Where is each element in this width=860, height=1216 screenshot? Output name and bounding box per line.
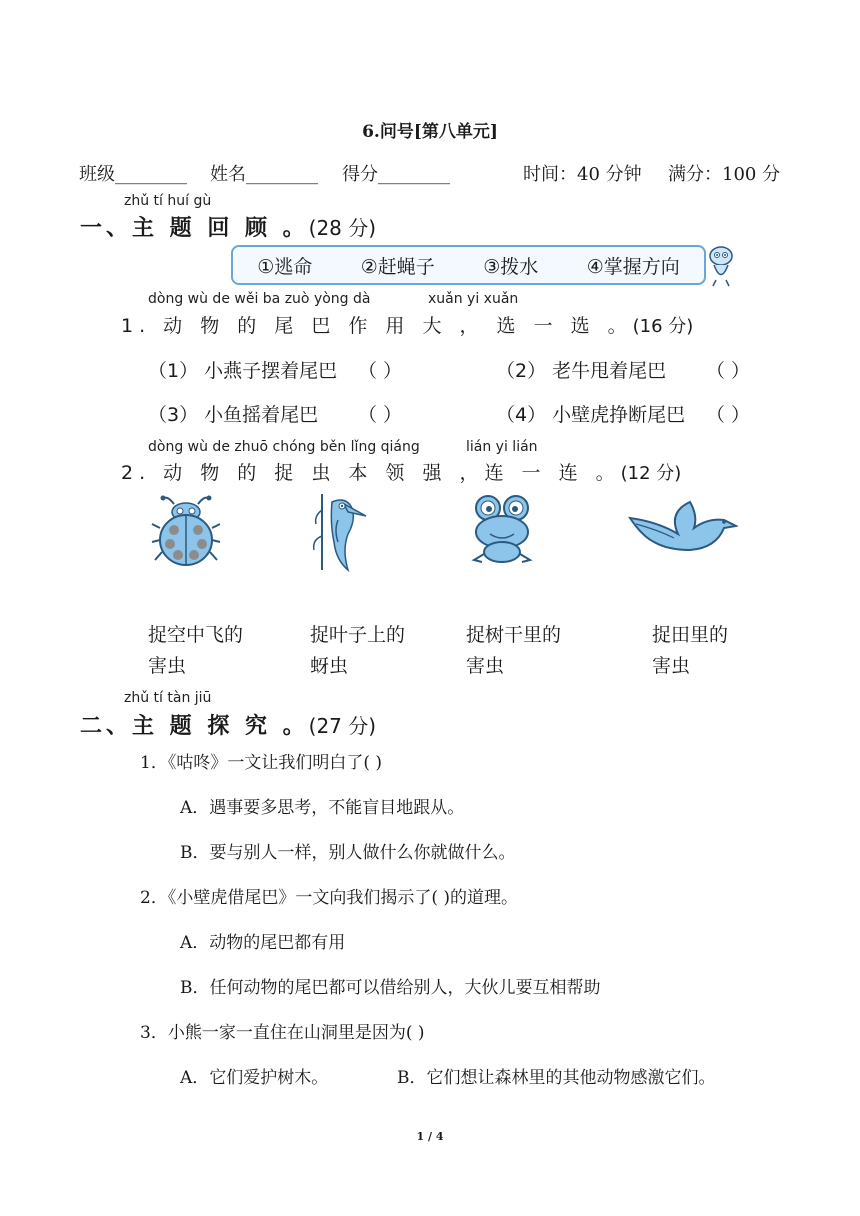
section2-heading-text: 二、主 题 探 究 。 (80, 714, 309, 739)
swallow-icon[interactable] (628, 498, 738, 560)
q1-points: (16 分) (632, 316, 694, 337)
class-field: 班级________ (79, 164, 187, 185)
q1-item-4: （4） 小壁虎挣断尾巴 (496, 404, 686, 426)
question-3-option-a[interactable]: A．它们爱护树木。 (180, 1068, 329, 1088)
question-2-stem: 2．《小壁虎借尾巴》一文向我们揭示了( )的道理。 (140, 888, 518, 908)
question-3-option-b[interactable]: B．它们想让森林里的其他动物感激它们。 (397, 1068, 716, 1088)
ladybug-icon[interactable] (150, 494, 222, 572)
option-1-line2: 害虫 (148, 655, 187, 677)
q2-pinyin: dòng wù de zhuō chóng běn lǐng qiáng (148, 439, 420, 455)
question-1-option-a[interactable]: A．遇事要多思考，不能盲目地跟从。 (180, 798, 465, 818)
q2-heading-text: 2. 动 物 的 捉 虫 本 领 强 ，连 一 连 。 (121, 462, 621, 484)
question-2-option-a[interactable]: A．动物的尾巴都有用 (180, 933, 346, 953)
option-1-line1[interactable]: 捉空中飞的 (148, 624, 244, 646)
section1-heading-text: 一、主 题 回 顾 。 (80, 216, 309, 241)
option-2-line1[interactable]: 捉叶子上的 (310, 624, 406, 646)
q1-item-2: （2） 老牛甩着尾巴 (496, 360, 667, 382)
question-1-stem: 1．《咕咚》一文让我们明白了( ) (140, 753, 382, 773)
name-field: 姓名________ (210, 164, 318, 185)
cartoon-mascot-icon (704, 244, 738, 288)
theme-box (231, 245, 706, 285)
q1-heading-text: 1. 动 物 的 尾 巴 作 用 大 ， 选 一 选 。 (121, 315, 633, 337)
q1-heading (121, 311, 693, 338)
woodpecker-icon[interactable] (308, 490, 368, 574)
q2-pinyin-2: lián yi lián (466, 439, 538, 455)
question-2-option-b[interactable]: B．任何动物的尾巴都可以借给别人，大伙儿要互相帮助 (180, 978, 601, 998)
option-2-line2: 蚜虫 (310, 655, 349, 677)
answer-blank[interactable]: （ ） (706, 404, 751, 426)
q2-points: (12 分) (620, 463, 682, 484)
answer-blank[interactable]: （ ） (706, 360, 751, 382)
theme-item: ③拨水 (483, 255, 539, 278)
option-4-line1[interactable]: 捉田里的 (652, 624, 729, 646)
question-1-option-b[interactable]: B．要与别人一样，别人做什么你就做什么。 (180, 843, 516, 863)
q2-heading (121, 458, 681, 485)
q1-pinyin-2: xuǎn yi xuǎn (428, 291, 519, 307)
theme-item: ④掌握方向 (586, 255, 680, 278)
full-score-label: 满分：100 分 (668, 164, 781, 185)
section2-pinyin: zhǔ tí tàn jiū (124, 690, 212, 706)
theme-item: ②赶蝇子 (360, 255, 435, 278)
theme-item: ①逃命 (257, 255, 313, 278)
section1-heading (80, 211, 376, 242)
option-3-line2: 害虫 (466, 655, 505, 677)
section2-heading (80, 709, 376, 740)
q1-item-1: （1） 小燕子摆着尾巴 (148, 360, 338, 382)
answer-blank[interactable]: （ ） (358, 404, 403, 426)
q1-pinyin: dòng wù de wěi ba zuò yòng dà (148, 291, 371, 307)
frog-icon[interactable] (466, 494, 538, 566)
section2-points: (27 分) (308, 714, 377, 738)
section1-points: (28 分) (308, 216, 377, 240)
page-number: 1 / 4 (416, 1130, 444, 1143)
question-3-stem: 3．小熊一家一直住在山洞里是因为( ) (140, 1023, 425, 1043)
time-label: 时间：40 分钟 (523, 164, 642, 185)
option-4-line2: 害虫 (652, 655, 691, 677)
q1-item-3: （3） 小鱼摇着尾巴 (148, 404, 319, 426)
score-field: 得分________ (342, 164, 450, 185)
section1-pinyin: zhǔ tí huí gù (124, 193, 212, 209)
answer-blank[interactable]: （ ） (358, 360, 403, 382)
option-3-line1[interactable]: 捉树干里的 (466, 624, 562, 646)
page-title: 6.问号[第八单元] (362, 122, 498, 142)
